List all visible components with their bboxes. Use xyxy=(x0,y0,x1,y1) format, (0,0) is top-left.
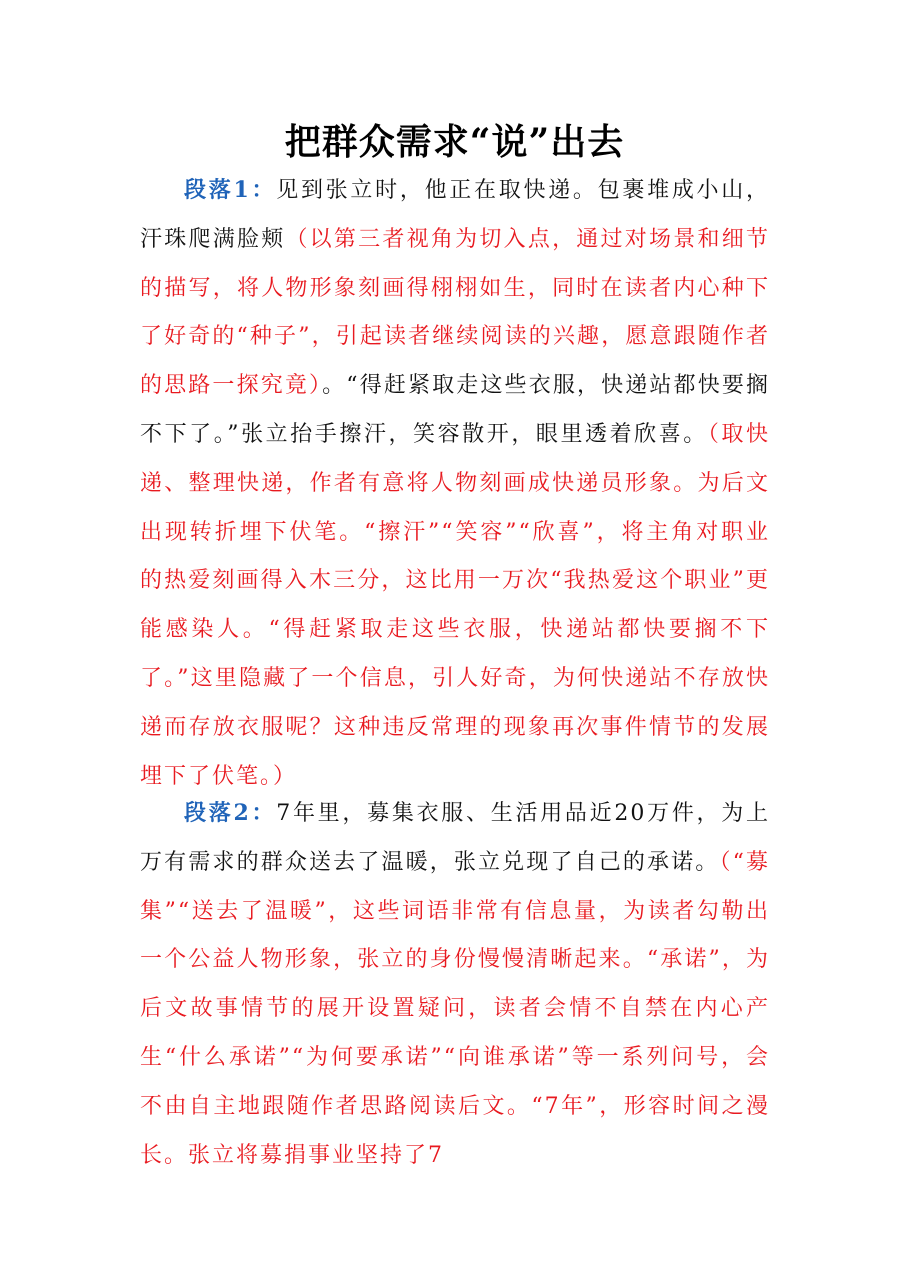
paragraph-2-label: 段落2： xyxy=(184,800,277,826)
paragraph-2-annotation-a: （“募集”“送去了温暖”，这些词语非常有信息量，为读者勾勒出一个公益人物形象，张立的身份慢慢清晰起来。“承诺”，为后文故事情节的展开设置疑问，读者会情不自禁在内心产生“什么承诺”“为何要承诺”“向谁承诺”等一系列问号，会不由自主地跟随作者思路阅读后文。“7年”，形容时间之漫长。张立将募捐事业坚持了7 xyxy=(140,849,770,1168)
paragraph-2 xyxy=(140,789,770,1180)
paragraph-1-text-b: 。“得赶紧取走这些衣服，快递站都快要搁不下了。”张立抬手擦汗，笑容散开，眼里透着欣喜。 xyxy=(140,373,770,447)
paragraph-1-label: 段落1： xyxy=(184,177,277,203)
paragraph-1-text-a: 见到张立时，他正在取快递。包裹堆成小山，汗珠爬满脸颊 xyxy=(140,178,770,252)
paragraph-1-annotation-a: （以第三者视角为切入点，通过对场景和细节的描写，将人物形象刻画得栩栩如生，同时在读者内心种下了好奇的“种子”，引起读者继续阅读的兴趣，愿意跟随作者的思路一探究竟） xyxy=(140,226,770,399)
paragraph-1-annotation-b: （取快递、整理快递，作者有意将人物刻画成快递员形象。为后文出现转折埋下伏笔。“擦汗”“笑容”“欣喜”，将主角对职业的热爱刻画得入木三分，这比用一万次“我热爱这个职业”更能感染人。“得赶紧取走这些衣服，快递站都快要搁不下了。”这里隐藏了一个信息，引人好奇，为何快递站不存放快递而存放衣服呢？这种违反常理的现象再次事件情节的发展埋下了伏笔。） xyxy=(140,421,770,789)
document-title: 把群众需求“说”出去 xyxy=(284,121,625,163)
paragraph-2-text-a: 7年里，募集衣服、生活用品近20万件，为上万有需求的群众送去了温暖，张立兑现了自己的承诺。 xyxy=(140,801,770,875)
paragraph-1 xyxy=(140,166,770,801)
